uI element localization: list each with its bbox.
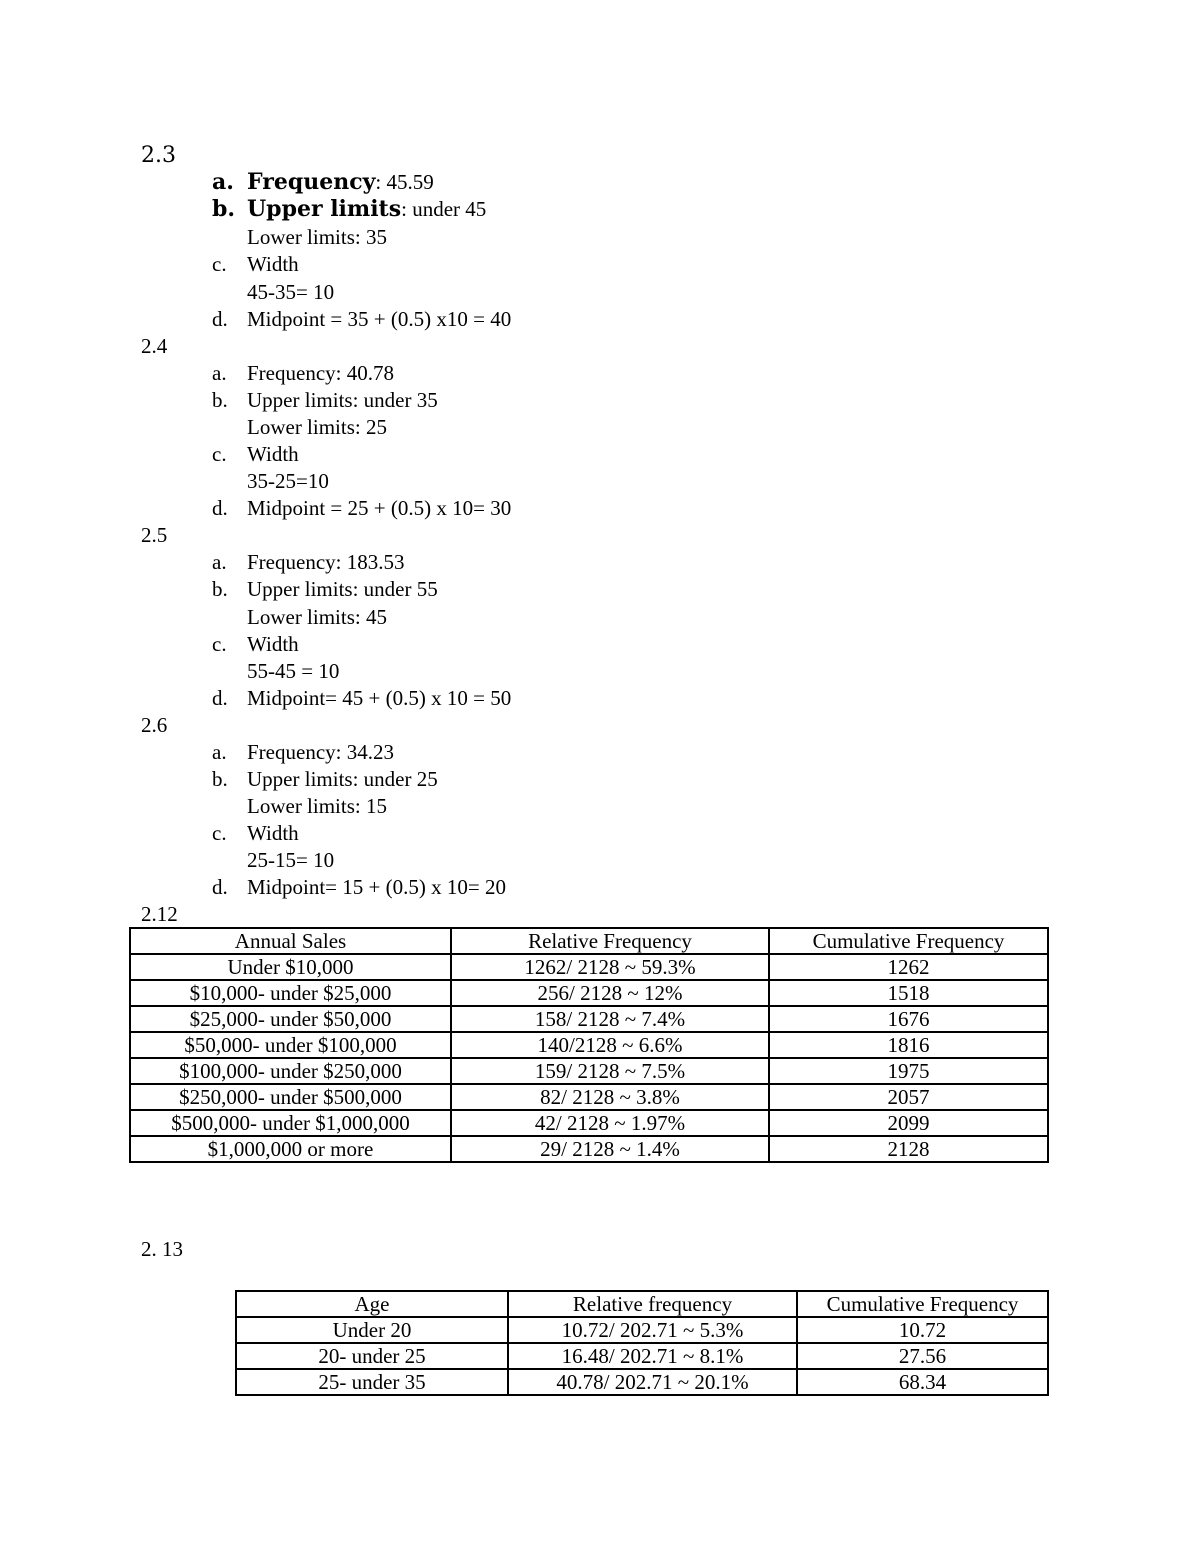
table-label: 2. 13 [141, 1237, 183, 1261]
item-text: Midpoint = 25 + (0.5) x 10= 30 [247, 496, 512, 520]
column-header: Cumulative Frequency [769, 928, 1048, 954]
item-text: Upper limits: under 25 [247, 767, 438, 791]
item-letter: d. [212, 307, 228, 331]
table-cell: 140/2128 ~ 6.6% [451, 1032, 769, 1058]
table-cell: 68.34 [797, 1369, 1048, 1395]
item-letter: a. [212, 740, 227, 764]
table-cell: 82/ 2128 ~ 3.8% [451, 1084, 769, 1110]
item-text: Frequency: 34.23 [247, 740, 394, 764]
item-text: Midpoint= 15 + (0.5) x 10= 20 [247, 875, 506, 899]
answer-b [212, 576, 438, 603]
item-letter: d. [212, 496, 228, 520]
item-letter: b. [212, 767, 228, 791]
table-cell: 1262 [769, 954, 1048, 980]
table-cell: 20- under 25 [236, 1343, 508, 1369]
problem-number: 2.5 [141, 523, 168, 547]
lower-limits: Lower limits: 15 [247, 794, 387, 818]
table-cell: Under 20 [236, 1317, 508, 1343]
table-cell: 158/ 2128 ~ 7.4% [451, 1006, 769, 1032]
width-calc: 25-15= 10 [247, 848, 335, 872]
table-header-row [130, 928, 1048, 954]
table-row [236, 1343, 1048, 1369]
item-letter: a. [212, 550, 227, 574]
age-table [235, 1290, 1049, 1396]
item-letter: a. [212, 361, 227, 385]
answer-a [212, 169, 434, 196]
answer-c [212, 441, 299, 468]
table-header-row [236, 1291, 1048, 1317]
annual-sales-table [129, 927, 1049, 1163]
lower-limits: Lower limits: 45 [247, 605, 387, 629]
table-cell: 1518 [769, 980, 1048, 1006]
table-cell: $500,000- under $1,000,000 [130, 1110, 451, 1136]
answer-d [212, 685, 511, 712]
item-letter: b. [212, 388, 228, 412]
table-cell: 256/ 2128 ~ 12% [451, 980, 769, 1006]
table-row [130, 1032, 1048, 1058]
table-cell: 1975 [769, 1058, 1048, 1084]
width-calc: 45-35= 10 [247, 280, 335, 304]
table-cell: $250,000- under $500,000 [130, 1084, 451, 1110]
table-cell: 1262/ 2128 ~ 59.3% [451, 954, 769, 980]
table-cell: Under $10,000 [130, 954, 451, 980]
column-header: Age [236, 1291, 508, 1317]
table-row [236, 1369, 1048, 1395]
table-cell: 2128 [769, 1136, 1048, 1162]
item-text: Midpoint= 45 + (0.5) x 10 = 50 [247, 686, 512, 710]
table-row [130, 1058, 1048, 1084]
item-text: Frequency: 40.78 [247, 361, 394, 385]
lower-limits: Lower limits: 35 [247, 225, 387, 249]
item-text: Width [247, 821, 299, 845]
table-cell: 40.78/ 202.71 ~ 20.1% [508, 1369, 797, 1395]
table-row [130, 1110, 1048, 1136]
table-cell: 159/ 2128 ~ 7.5% [451, 1058, 769, 1084]
table-cell: 10.72/ 202.71 ~ 5.3% [508, 1317, 797, 1343]
item-text: Upper limits: under 55 [247, 577, 438, 601]
item-letter: c. [212, 252, 227, 276]
answer-b [212, 387, 438, 414]
item-letter: d. [212, 875, 228, 899]
table-cell: 1816 [769, 1032, 1048, 1058]
problem-number: 2.6 [141, 713, 168, 737]
table-cell: 16.48/ 202.71 ~ 8.1% [508, 1343, 797, 1369]
answer-d [212, 874, 506, 901]
table-row [130, 1084, 1048, 1110]
item-text: Midpoint = 35 + (0.5) x10 = 40 [247, 307, 512, 331]
answer-a [212, 739, 394, 766]
column-header: Cumulative Frequency [797, 1291, 1048, 1317]
item-label: Frequency [247, 169, 376, 195]
answer-a [212, 360, 394, 387]
table-cell: 27.56 [797, 1343, 1048, 1369]
table-cell: $10,000- under $25,000 [130, 980, 451, 1006]
table-cell: 25- under 35 [236, 1369, 508, 1395]
problem-number: 2.3 [141, 143, 176, 168]
table-cell: $50,000- under $100,000 [130, 1032, 451, 1058]
table-row [130, 1006, 1048, 1032]
answer-b [212, 196, 486, 223]
item-label: Upper limits [247, 196, 402, 222]
table-cell: 42/ 2128 ~ 1.97% [451, 1110, 769, 1136]
table-row [236, 1317, 1048, 1343]
item-letter: c. [212, 442, 227, 466]
table-label: 2.12 [141, 902, 178, 926]
item-letter: a. [212, 169, 234, 195]
table-cell: 10.72 [797, 1317, 1048, 1343]
item-value: : under 45 [401, 197, 487, 221]
table-row [130, 1136, 1048, 1162]
item-letter: d. [212, 686, 228, 710]
answer-b [212, 766, 438, 793]
table-row [130, 954, 1048, 980]
table-cell: 1676 [769, 1006, 1048, 1032]
item-letter: b. [212, 196, 236, 222]
width-calc: 55-45 = 10 [247, 659, 340, 683]
item-text: Width [247, 632, 299, 656]
item-letter: b. [212, 577, 228, 601]
item-letter: c. [212, 821, 227, 845]
answer-d [212, 306, 511, 333]
item-text: Width [247, 252, 299, 276]
table-row [130, 980, 1048, 1006]
lower-limits: Lower limits: 25 [247, 415, 387, 439]
problem-number: 2.4 [141, 334, 168, 358]
table-cell: 2057 [769, 1084, 1048, 1110]
width-calc: 35-25=10 [247, 469, 329, 493]
answer-c [212, 631, 299, 658]
column-header: Annual Sales [130, 928, 451, 954]
column-header: Relative Frequency [451, 928, 769, 954]
answer-c [212, 820, 299, 847]
answer-c [212, 251, 299, 278]
item-text: Frequency: 183.53 [247, 550, 405, 574]
item-text: Upper limits: under 35 [247, 388, 438, 412]
table-cell: $100,000- under $250,000 [130, 1058, 451, 1084]
column-header: Relative frequency [508, 1291, 797, 1317]
table-cell: $1,000,000 or more [130, 1136, 451, 1162]
table-cell: 2099 [769, 1110, 1048, 1136]
table-cell: 29/ 2128 ~ 1.4% [451, 1136, 769, 1162]
item-letter: c. [212, 632, 227, 656]
answer-d [212, 495, 511, 522]
answer-a [212, 549, 404, 576]
item-text: Width [247, 442, 299, 466]
item-value: : 45.59 [375, 170, 434, 194]
table-cell: $25,000- under $50,000 [130, 1006, 451, 1032]
